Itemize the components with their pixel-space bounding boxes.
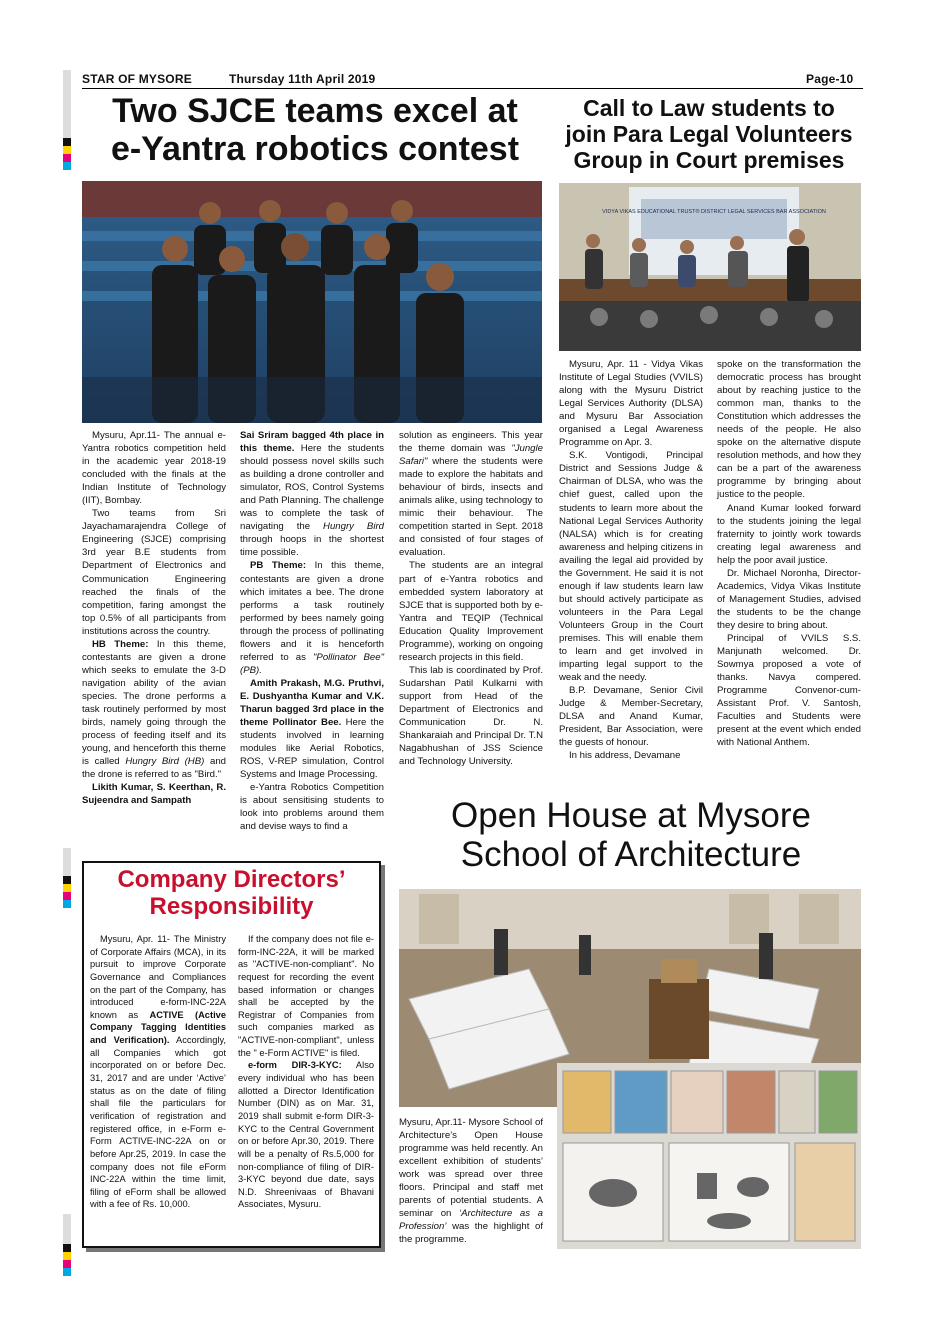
sjce-col3-p1	[399, 429, 543, 559]
registration-mark-top	[63, 70, 71, 170]
sjce-p3	[82, 638, 226, 782]
directors-p1	[90, 933, 226, 1211]
law-col2-p2: Anand Kumar looked forward to the students joining the legal fraternity to jointly work towards creating legal awareness and help the poor avail justice.	[717, 502, 861, 566]
law-col2-p4: Principal of VVILS S.S. Manjunath welcomed. Dr. Sowmya proposed a vote of thanks. Navya compered. Programme Convenor-cum-Assistant Prof. V. Santosh, Faculties and Students were present at the event which ended with National Anthem.	[717, 632, 861, 749]
registration-mark-bottom	[63, 1214, 71, 1276]
law-event-photo-image	[559, 183, 861, 351]
sjce-column-2	[240, 429, 384, 833]
page-number: Page-10	[806, 72, 854, 86]
sjce-col2-p4: e-Yantra Robotics Competition is about sensitising students to look into problems around them and devise ways to find a	[240, 782, 384, 833]
directors-active-term: ACTIVE (Active Company Tagging Identities and Verification).	[90, 1009, 226, 1046]
directors-p1-text2: Accordingly, all Companies which got incorporated on or before Dec. 31, 2017 and are under ‘Active’ status as on the date of filing shall file the particulars for verification of registration and registered office, in e-Form e-Form ACTIVE-INC-22A on or before Apr.25, 2019. In case the company does not file eForm INC-22A within the time limit, filing of eForm shall be allowed with a fee of Rs. 10,000.	[90, 1035, 226, 1210]
law-col2-p3: Dr. Michael Noronha, Director-Academics, Vidya Vikas Institute of Management Studies, advised the students to be the change they desire to bring about.	[717, 567, 861, 631]
sjce-hungry-bird-italic: Hungry Bird (HB)	[125, 756, 205, 768]
law-column-1	[559, 358, 703, 762]
law-p2: S.K. Vontigodi, Principal District and Sessions Judge & Chairman of DLSA, who was the chief guest, called upon the students to learn more about the National Legal Services Authority (NALSA) which is for creating awareness and helping citizens in availing the legal aid provided by the Government. He said it is not enough if law students learn law but should actively participate as volunteers in the Para Legal Volunteers Group in the Court premises. This will enable them to learn and get involved in imparting legal support to the weak and the needy.	[559, 450, 703, 684]
law-p3: B.P. Devamane, Senior Civil Judge & Member-Secretary, DLSA and Anand Kumar, President, Bar Association, were the guests of honour.	[559, 685, 703, 749]
architecture-seminar-title: ‘Architecture as a Profession’	[399, 1208, 543, 1233]
architecture-headline-line2: School of Architecture	[460, 835, 802, 875]
sjce-headline-line2: e-Yantra robotics contest	[110, 130, 520, 169]
law-headline-line1: Call to Law students to	[583, 95, 835, 121]
architecture-caption-text: Mysuru, Apr.11- Mysore School of Architecture’s Open House programme was held recently. An excellent exhibition of students’ work was spread over three floors. Principal and staff met parents of potential students. A seminar on	[399, 1117, 543, 1220]
law-headline-line2: join Para Legal Volunteers	[565, 120, 853, 147]
sjce-p1: Mysuru, Apr.11- The annual e-Yantra robotics competition held in the academic year 2018-19 concluded with the finals at the Indian Institute of Technology (IIT), Bombay.	[82, 430, 226, 507]
sjce-hb-text: In this theme, contestants are given a drone which seeks to emulate the 3-D navigation ability of the avian species. The drone performs a task routinely performed by most birds, namely going through the process of feeding itself and its young, and henceforth this theme is called	[82, 638, 226, 768]
sjce-hb-theme-label: HB Theme:	[92, 638, 149, 650]
sjce-col3-text2: where the students were made to explore the habitats and behaviour of birds, insects and animals alike, using technology to mimic their behaviour. The competition started in Sept. 2018 and consisted of four stages of evaluation.	[399, 456, 543, 559]
issue-date: Thursday 11th April 2019	[229, 72, 376, 86]
directors-box	[82, 861, 381, 1248]
law-headline	[553, 96, 865, 173]
sjce-col3-p2: The students are an integral part of e-Yantra robotics and embedded system laboratory at SJCE that is supported both by e-Yantra and TEQIP (Technical Education Quality Improvement Programme), working on ongoing research projects in this field.	[399, 560, 543, 663]
sjce-pb-theme-label: PB Theme:	[250, 560, 307, 572]
directors-col2-text: Also every individual who has been allotted a Director Identification Number (DIN) as on Mar. 31, 2019 shall submit e-form DIR-3-KYC to the Central Government on or before Apr.30, 2019. There will be a penalty of Rs.5,000 for non-compliance of filing of DIR-3-KYC beyond due date, says N.D. Shreenivaas of Bhavani Associates, Mysuru.	[238, 1060, 375, 1210]
architecture-headline	[398, 796, 864, 874]
sjce-pollinator-bee-italic: "Pollinator Bee" (PB).	[240, 651, 384, 676]
law-banner-text: VIDYA VIKAS EDUCATIONAL TRUST® DISTRICT LEGAL SERVICES BAR ASSOCIATION	[602, 209, 826, 215]
sjce-headline-line1: Two SJCE teams excel at	[112, 92, 518, 130]
directors-p1-text: Mysuru, Apr. 11- The Ministry of Corporate Affairs (MCA), in its pursuit to improve Corporate Governance and Compliances on the part of the Company, has introduced e-form-INC-22A known as	[90, 934, 226, 1020]
sjce-4th-place: Sai Sriram bagged 4th place in this theme.	[240, 430, 384, 455]
sjce-col3-text1: solution as engineers. This year the theme domain was	[399, 430, 543, 455]
sjce-col2-p3	[240, 677, 384, 781]
architecture-artwork-photo-image	[557, 1063, 861, 1249]
law-headline-line3: Group in Court premises	[573, 146, 845, 173]
architecture-headline-line1: Open House at Mysore	[451, 796, 811, 835]
sjce-column-1	[82, 429, 226, 807]
directors-column-1	[90, 933, 226, 1211]
sjce-4th-place-names: Likith Kumar, S. Keerthan, R. Sujeendra and Sampath	[82, 782, 226, 807]
directors-headline-line1: Company Directors’	[117, 866, 346, 893]
law-p1: Mysuru, Apr. 11 - Vidya Vikas Institute of Legal Studies (VVILS) along with the Mysuru District Legal Services Authority (DLSA) and Mysuru Bar Association organised a Legal Awareness Programme on Apr. 3.	[559, 359, 703, 449]
directors-column-2	[238, 933, 374, 1211]
directors-headline-line2: Responsibility	[149, 892, 314, 920]
sjce-col2-text2: through hoops in the shortest time possible.	[240, 534, 384, 559]
directors-headline	[84, 867, 379, 921]
registration-mark-middle	[63, 848, 71, 908]
masthead: STAR OF MYSORE	[82, 72, 192, 86]
sjce-col3-p3: This lab is coordinated by Prof. Sudarshan Patil Kulkarni with support from Head of the Department of Electronics and Communication Dr. N. Shankaraiah and Principal Dr. T.N Nagabhushan of JSS Science and Technology University.	[399, 664, 543, 768]
architecture-caption	[399, 1116, 543, 1246]
sjce-headline	[80, 92, 550, 168]
sjce-p4	[82, 781, 226, 807]
directors-col2-p1: If the company does not file e-form-INC-22A, it will be marked as "ACTIVE-non-compliant". No request for recording the event based information or changes shall be accepted by the Registrar of Companies from such companies marked as "ACTIVE-non-compliant", unless the " e-Form ACTIVE" is filed.	[238, 934, 374, 1058]
sjce-p2: Two teams from Sri Jayachamarajendra College of Engineering (SJCE) comprising 3rd year B.E students from Department of Electronics and Communication Engineering reached the finals of the competition, faring amongst the top 0.5% of all participants from institutions across the country.	[82, 508, 226, 637]
law-column-2	[717, 358, 861, 749]
sjce-pb-text: In this theme, contestants are given a drone which imitates a bee. The drone performs a task routinely performed by bees namely going through the process of pollinating flowers and it is henceforth referred to as	[240, 560, 384, 663]
sjce-hungry-bird-italic-2: Hungry Bird	[323, 521, 384, 533]
architecture-caption-end: was the highlight of the programme.	[399, 1221, 543, 1246]
sjce-hb-text-end: and the drone is referred to as "Bird."	[82, 756, 226, 781]
law-event-photo	[559, 183, 861, 351]
sjce-team-photo-image	[82, 181, 542, 423]
sjce-col2-text1: Here the students should possess novel skills such as building a drone controller and simulator, ROS, Control Systems and Path Planning. The challenge was to complete the task of navigating the	[240, 443, 384, 533]
architecture-artwork-photo	[557, 1063, 861, 1249]
law-p4: In his address, Devamane	[569, 750, 681, 762]
sjce-col2-p1	[240, 429, 384, 559]
header-rule	[82, 88, 863, 89]
sjce-jungle-safari-italic: "Jungle Safari"	[399, 443, 543, 468]
sjce-3rd-place: Amith Prakash, M.G. Pruthvi, E. Dushyantha Kumar and V.K. Tharun bagged 3rd place in the theme Pollinator Bee.	[240, 677, 384, 729]
law-col2-p1: spoke on the transformation the democratic process has brought about by reaching justice to the common man, thanks to the Constitution which addresses the needs of the people. He also spoke on the alternative dispute resolution methods, and how they can be a part of the awareness programme by bringing about justice to the people.	[717, 359, 861, 501]
sjce-col2-p2	[240, 559, 384, 676]
sjce-column-3	[399, 429, 543, 768]
directors-col2-p2	[238, 1059, 374, 1211]
sjce-team-photo	[82, 181, 542, 423]
sjce-col2-text3: Here the students involved in learning modules like Aerial Robotics, ROS, V-REP simulation, Control Systems and Image Processing.	[240, 717, 384, 781]
directors-dir3-label: e-form DIR-3-KYC:	[248, 1060, 342, 1071]
